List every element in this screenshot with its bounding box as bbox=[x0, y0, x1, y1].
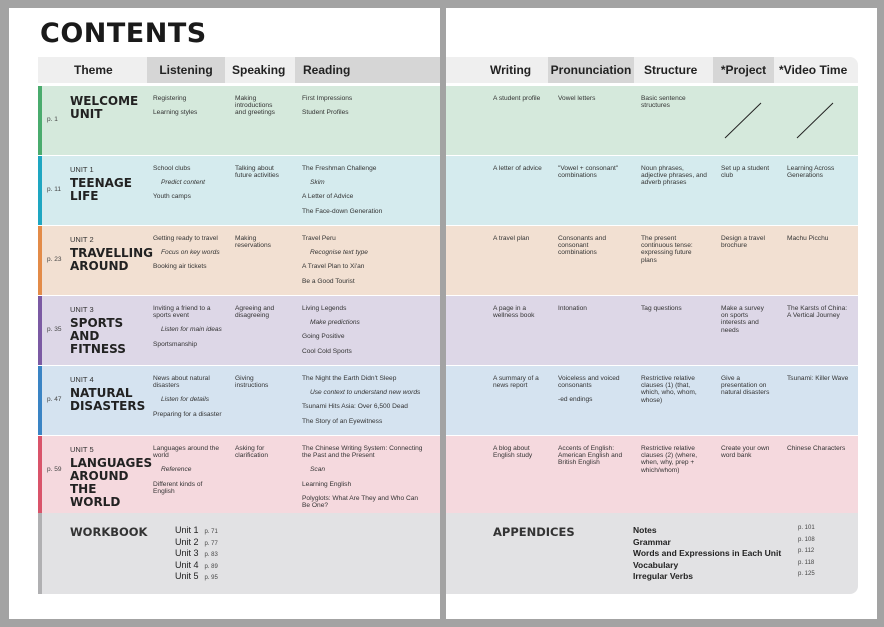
unit-page-number: p. 23 bbox=[47, 256, 62, 263]
reading-cell bbox=[302, 165, 424, 222]
workbook-item bbox=[175, 571, 218, 583]
listening-skill: Reference bbox=[161, 466, 192, 474]
speaking-cell: Making introductions and greetings bbox=[235, 95, 275, 117]
workbook-item bbox=[175, 560, 218, 572]
pronunciation-topic: -ed endings bbox=[558, 396, 593, 404]
project-cell: Create your own word bank bbox=[721, 445, 770, 460]
header-project: *Project bbox=[713, 57, 774, 83]
listening-cell bbox=[153, 95, 223, 123]
workbook-unit: Unit 2 bbox=[175, 536, 199, 547]
listening-topic: Different kinds of English bbox=[153, 480, 203, 495]
workbook-sidebar bbox=[38, 513, 42, 594]
unit-color-bar bbox=[38, 86, 42, 155]
writing-cell: A travel plan bbox=[493, 235, 530, 242]
listening-topic: Getting ready to travel bbox=[153, 235, 218, 242]
reading-skill: Recognise text type bbox=[310, 249, 368, 257]
appendix-item: Vocabulary bbox=[633, 559, 679, 570]
appendix-page: p. 101 bbox=[798, 525, 815, 531]
pronunciation-topic: Vowel letters bbox=[558, 95, 596, 102]
project-cell: Set up a student club bbox=[721, 165, 770, 180]
project-cell: Design a travel brochure bbox=[721, 235, 765, 250]
video-cell: Learning Across Generations bbox=[787, 165, 835, 180]
pronunciation-topic: Accents of English: American English and British English bbox=[558, 445, 623, 467]
writing-cell: A page in a wellness book bbox=[493, 305, 535, 320]
listening-topic: Learning styles bbox=[153, 109, 198, 117]
unit-name: NATURAL DISASTERS bbox=[70, 386, 146, 413]
header-speaking: Speaking bbox=[232, 63, 286, 77]
reading-title: Tsunami Hits Asia: Over 6,500 Dead bbox=[302, 403, 408, 411]
reading-cell bbox=[302, 445, 424, 516]
header-listening: Listening bbox=[147, 57, 225, 83]
reading-skill: Skim bbox=[310, 179, 325, 187]
unit-color-bar bbox=[38, 366, 42, 435]
appendix-item: Words and Expressions in Each Unit bbox=[633, 548, 782, 558]
appendix-item: Grammar bbox=[633, 536, 671, 547]
listening-topic: News about natural disasters bbox=[153, 375, 210, 390]
reading-title: Learning English bbox=[302, 480, 352, 488]
pronunciation-topic: Consonants and consonant combinations bbox=[558, 235, 607, 257]
unit-page-number: p. 59 bbox=[47, 466, 62, 473]
listening-skill: Listen for main ideas bbox=[161, 326, 222, 334]
listening-topic: Youth camps bbox=[153, 193, 191, 201]
listening-topic: Registering bbox=[153, 95, 187, 102]
workbook-item bbox=[175, 548, 218, 560]
writing-cell: A letter of advice bbox=[493, 165, 542, 172]
pronunciation-cell bbox=[558, 165, 628, 186]
appendix-page: p. 112 bbox=[798, 548, 815, 554]
unit-page-number: p. 1 bbox=[47, 116, 58, 123]
listening-cell bbox=[153, 235, 223, 278]
appendices-title: APPENDICES bbox=[493, 525, 575, 539]
listening-skill: Focus on key words bbox=[161, 249, 220, 257]
reading-title: Going Positive bbox=[302, 333, 345, 341]
header-video-time: *Video Time bbox=[779, 63, 848, 77]
unit-color-bar bbox=[38, 226, 42, 295]
unit-page-number: p. 11 bbox=[47, 186, 61, 193]
reading-skill: Use context to understand new words bbox=[310, 389, 421, 397]
speaking-cell: Asking for clarification bbox=[235, 445, 268, 460]
reading-title: Living Legends bbox=[302, 305, 347, 312]
listening-skill: Predict content bbox=[161, 179, 205, 187]
reading-title: Student Profiles bbox=[302, 109, 349, 117]
reading-title: The Face-down Generation bbox=[302, 207, 383, 215]
header-writing: Writing bbox=[490, 63, 532, 77]
listening-topic: Booking air tickets bbox=[153, 263, 207, 271]
speaking-cell: Talking about future activities bbox=[235, 165, 279, 180]
appendices-pages bbox=[798, 525, 815, 583]
pronunciation-cell bbox=[558, 375, 628, 411]
writing-cell: A student profile bbox=[493, 95, 541, 102]
reading-skill: Make predictions bbox=[310, 319, 360, 327]
workbook-unit: Unit 4 bbox=[175, 559, 199, 570]
page-title: CONTENTS bbox=[40, 18, 207, 49]
unit-color-bar bbox=[38, 436, 42, 513]
workbook-page: p. 83 bbox=[204, 552, 218, 558]
reading-cell bbox=[302, 305, 424, 362]
workbook-unit: Unit 1 bbox=[175, 525, 199, 535]
speaking-cell: Agreeing and disagreeing bbox=[235, 305, 275, 320]
listening-cell bbox=[153, 445, 223, 502]
project-cell: Make a survey on sports interests and needs bbox=[721, 305, 764, 334]
structure-cell: Restrictive relative clauses (1) (that, which, who, whom, whose) bbox=[641, 375, 697, 404]
reading-title: Polyglots: What Are They and Who Can Be One? bbox=[302, 494, 419, 510]
video-cell: Tsunami: Killer Wave bbox=[787, 375, 849, 382]
pronunciation-topic: Voiceless and voiced consonants bbox=[558, 375, 620, 390]
listening-topic: Preparing for a disaster bbox=[153, 410, 222, 418]
unit-number: UNIT 1 bbox=[70, 165, 94, 174]
listening-topic: Sportsmanship bbox=[153, 340, 197, 348]
pronunciation-topic: Intonation bbox=[558, 305, 587, 312]
unit-number: UNIT 2 bbox=[70, 235, 94, 244]
reading-title: The Story of an Eyewitness bbox=[302, 417, 383, 425]
video-cell: Machu Picchu bbox=[787, 235, 829, 242]
reading-cell bbox=[302, 235, 424, 292]
pronunciation-cell bbox=[558, 445, 628, 474]
structure-cell: Tag questions bbox=[641, 305, 682, 312]
unit-page-number: p. 47 bbox=[47, 396, 62, 403]
header-structure: Structure bbox=[644, 63, 698, 77]
unit-number: UNIT 5 bbox=[70, 445, 94, 454]
listening-skill: Listen for details bbox=[161, 396, 210, 404]
pronunciation-cell bbox=[558, 305, 628, 319]
listening-topic: School clubs bbox=[153, 165, 191, 172]
video-cell: Chinese Characters bbox=[787, 445, 846, 452]
reading-title: A Travel Plan to Xi'an bbox=[302, 263, 365, 271]
workbook-list bbox=[175, 525, 218, 583]
appendix-page: p. 108 bbox=[798, 536, 815, 543]
header-theme: Theme bbox=[74, 63, 113, 77]
writing-cell: A summary of a news report bbox=[493, 375, 539, 390]
reading-title: A Letter of Advice bbox=[302, 193, 354, 201]
workbook-unit: Unit 3 bbox=[175, 548, 199, 558]
reading-skill: Scan bbox=[310, 466, 326, 474]
appendix-item: Notes bbox=[633, 525, 657, 535]
reading-title: The Chinese Writing System: Connecting the Past and the Present bbox=[302, 445, 423, 460]
appendices-list bbox=[633, 525, 781, 583]
structure-cell: Basic sentence structures bbox=[641, 95, 686, 110]
unit-name: WELCOME UNIT bbox=[70, 94, 139, 121]
workbook-title: WORKBOOK bbox=[70, 525, 148, 539]
reading-title: Be a Good Tourist bbox=[302, 277, 355, 285]
workbook-item bbox=[175, 537, 218, 549]
appendix-item: Irregular Verbs bbox=[633, 571, 694, 581]
reading-cell bbox=[302, 375, 424, 432]
workbook-page: p. 95 bbox=[204, 575, 218, 581]
reading-cell bbox=[302, 95, 424, 123]
pronunciation-topic: "Vowel + consonant" combinations bbox=[558, 165, 619, 180]
project-cell: Give a presentation on natural disasters bbox=[721, 375, 770, 397]
writing-cell: A blog about English study bbox=[493, 445, 533, 460]
speaking-cell: Giving instructions bbox=[235, 375, 269, 390]
pronunciation-cell bbox=[558, 95, 628, 109]
reading-title: The Night the Earth Didn't Sleep bbox=[302, 375, 397, 382]
unit-name: LANGUAGES AROUND THE WORLD bbox=[70, 456, 153, 509]
appendix-page: p. 125 bbox=[798, 571, 815, 577]
appendix-page: p. 118 bbox=[798, 559, 815, 566]
unit-name: TRAVELLING AROUND bbox=[70, 246, 154, 273]
workbook-page: p. 89 bbox=[204, 563, 218, 570]
workbook-item bbox=[175, 525, 218, 537]
video-cell: The Karsts of China: A Vertical Journey bbox=[787, 305, 848, 320]
unit-name: SPORTS AND FITNESS bbox=[70, 316, 126, 356]
speaking-cell: Making reservations bbox=[235, 235, 271, 250]
workbook-unit: Unit 5 bbox=[175, 571, 199, 581]
unit-page-number: p. 35 bbox=[47, 326, 62, 333]
unit-number: UNIT 4 bbox=[70, 375, 94, 384]
listening-cell bbox=[153, 375, 223, 425]
unit-color-bar bbox=[38, 296, 42, 365]
unit-name: TEENAGE LIFE bbox=[70, 176, 132, 203]
workbook-page: p. 71 bbox=[204, 529, 218, 535]
structure-cell: The present continuous tense: expressing future plans bbox=[641, 235, 693, 264]
structure-cell: Restrictive relative clauses (2) (where, when, why, prep + which/whom) bbox=[641, 445, 698, 474]
listening-topic: Inviting a friend to a sports event bbox=[153, 305, 211, 320]
reading-title: First Impressions bbox=[302, 95, 353, 102]
reading-title: Travel Peru bbox=[302, 235, 336, 242]
listening-topic: Languages around the world bbox=[153, 445, 219, 460]
reading-title: The Freshman Challenge bbox=[302, 165, 377, 172]
workbook-page: p. 77 bbox=[204, 540, 218, 547]
listening-cell bbox=[153, 305, 223, 355]
header-pronunciation: Pronunciation bbox=[548, 57, 634, 83]
unit-number: UNIT 3 bbox=[70, 305, 94, 314]
pronunciation-cell bbox=[558, 235, 628, 264]
listening-cell bbox=[153, 165, 223, 208]
structure-cell: Noun phrases, adjective phrases, and adverb phrases bbox=[641, 165, 707, 187]
header-reading: Reading bbox=[295, 57, 440, 83]
reading-title: Cool Cold Sports bbox=[302, 347, 352, 355]
unit-color-bar bbox=[38, 156, 42, 225]
